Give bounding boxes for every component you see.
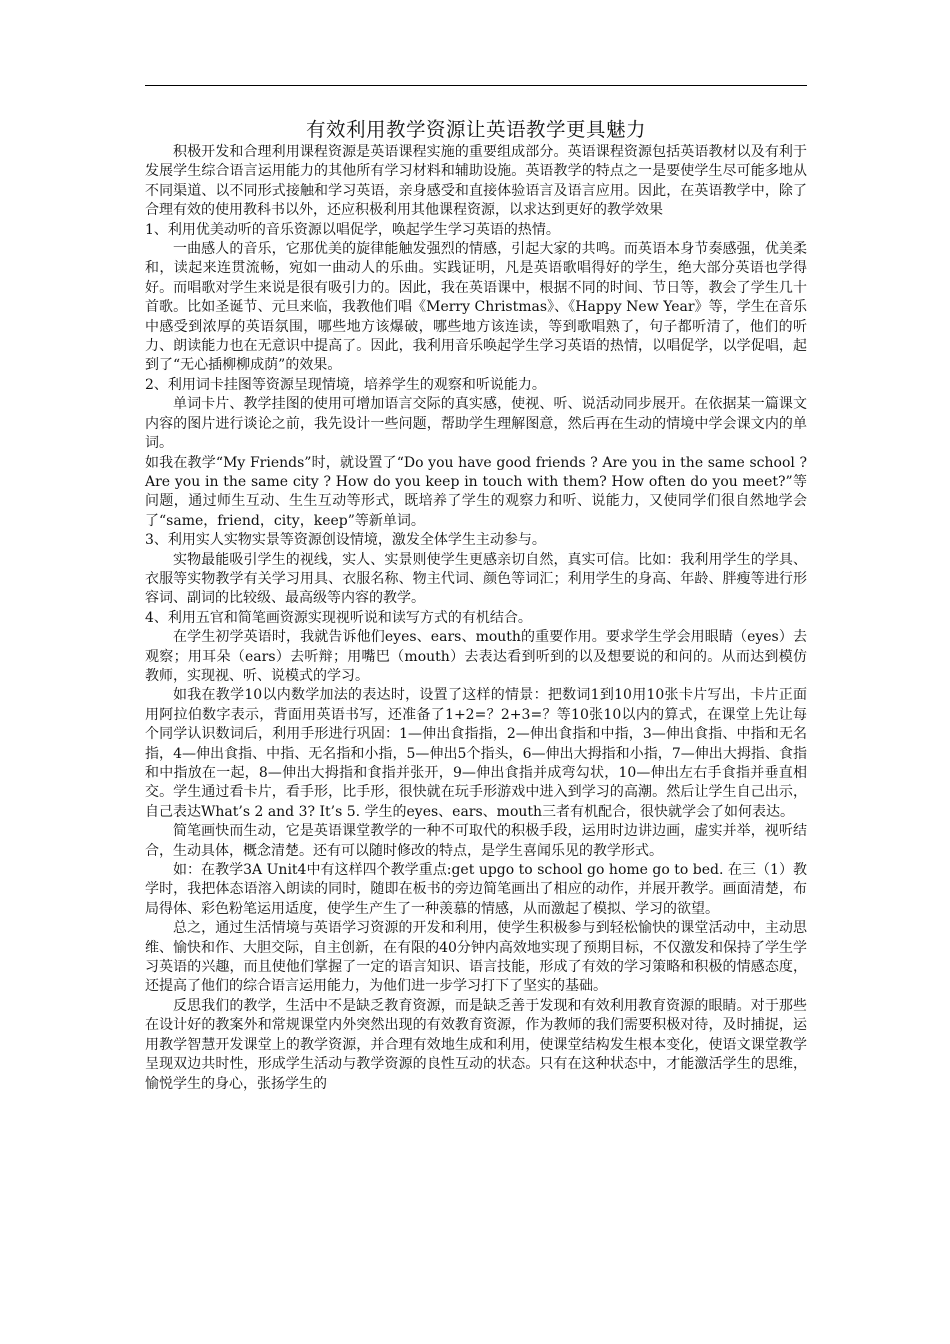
section-heading-2: 2、利用词卡挂图等资源呈现情境，培养学生的观察和听说能力。: [145, 376, 546, 393]
paragraph-senses: 在学生初学英语时，我就告诉他们eyes、ears、mouth的重要作用。要求学生学会用眼睛（eyes）去观察；用耳朵（ears）去听辩；用嘴巴（mouth）去表达看到听到的以及想要说的和问的。从而达到模仿教师，实现视、听、说模式的学习。: [145, 629, 807, 684]
section-heading-1: 1、利用优美动听的音乐资源以唱促学，唤起学生学习英语的热情。: [145, 221, 560, 238]
header-rule: [145, 85, 807, 86]
paragraph-unit4-example: 如：在教学3A Unit4中有这样四个教学重点:get upgo to school go home go to bed. 在三（1）教学时，我把体态语溶入朗读的同时，随即在板书的旁边简笔画出了相应的动作，并展开教学。画面清楚，布局得体、彩色粉笔运用适度，使学生产生了一种羡慕的情感，从而激起了模拟、学习的欲望。: [145, 862, 807, 917]
paragraph-reflection: 反思我们的教学，生活中不是缺乏教育资源，而是缺乏善于发现和有效利用教育资源的眼睛。对于那些在设计好的教案外和常规课堂内外突然出现的有效教育资源，作为教师的我们需要积极对待，及时捕捉，运用教学智慧开发课堂上的教学资源，并合理有效地生成和利用，使课堂结构发生根本变化，使语文课堂教学呈现双边共时性，形成学生活动与教学资源的良性互动的状态。只有在这种状态中，才能激活学生的思维，愉悦学生的身心，张扬学生的: [145, 997, 807, 1092]
paragraph-word-cards: 单词卡片、教学挂图的使用可增加语言交际的真实感，使视、听、说活动同步展开。在依据某一篇课文内容的图片进行谈论之前，我先设计一些问题，帮助学生理解图意，然后再在生动的情境中学会课文内的单词。: [145, 396, 807, 452]
document-body: [145, 117, 807, 1094]
section-heading-4: 4、利用五官和简笔画资源实现视听说和读写方式的有机结合。: [145, 609, 532, 626]
section-heading-3: 3、利用实人实物实景等资源创设情境，激发全体学生主动参与。: [145, 532, 546, 549]
document-title: 有效利用教学资源让英语教学更具魅力: [305, 118, 646, 141]
paragraph-real-objects: 实物最能吸引学生的视线，实人、实景则使学生更感亲切自然，真实可信。比如：我利用学生的学具、衣服等实物教学有关学习用具、衣服名称、物主代词、颜色等词汇；利用学生的身高、年龄、胖瘦等进行形容词、副词的比较级、最高级等内容的教学。: [145, 551, 807, 607]
paragraph-number-example: 如我在教学10以内数学加法的表达时，设置了这样的情景：把数词1到10用10张卡片写出，卡片正面用阿拉伯数字表示，背面用英语书写，还准备了1+2=？2+3=？等10张10以内的算式，在课堂上先让每个同学认识数词后，利用手形进行巩固：1—伸出食指指，2—伸出食指和中指，3—伸出食指、中指和无名指，4—伸出食指、中指、无名指和小指，5—伸出5个指头，6—伸出大拇指和小指，7—伸出大拇指、食指和中指放在一起，8—伸出大拇指和食指并张开，9—伸出食指并成弯勾状，10—伸出左右手食指并垂直相交。学生通过看卡片，看手形，比手形，很快就在玩手形游戏中进入到学习的高潮。然后让学生自己出示，自己表达What’s 2 and 3? It’s 5. 学生的eyes、ears、mouth三者有机配合，很快就学会了如何表达。: [145, 687, 807, 820]
paragraph-sketch: 简笔画快而生动，它是英语课堂教学的一种不可取代的积极手段，运用时边讲边画，虚实并举，视听结合，生动具体，概念清楚。还有可以随时修改的特点，是学生喜闻乐见的教学形式。: [145, 823, 807, 859]
paragraph-music: 一曲感人的音乐，它那优美的旋律能触发强烈的情感，引起大家的共鸣。而英语本身节奏感强，优美柔和，读起来连贯流畅，宛如一曲动人的乐曲。实践证明，凡是英语歌唱得好的学生，绝大部分英语也学得好。而唱歌对学生来说是很有吸引力的。因此，我在英语课中，根据不同的时间、节日等，教会了学生几十首歌。比如圣诞节、元旦来临，我教他们唱《Merry Christmas》、《Happy New Year》等，学生在音乐中感受到浓厚的英语氛围，哪些地方该爆破，哪些地方该连读，等到歌唱熟了，句子都听清了，他们的听力、朗读能力也在无意识中提高了。因此，我利用音乐唤起学生学习英语的热情，以唱促学，以学促唱，起到了“无心插柳柳成荫”的效果。: [145, 241, 807, 374]
paragraph-my-friends-example: 如我在教学“My Friends”时，就设置了“Do you have good friends ? Are you in the same school ? Are you in the same city ? How do you keep in touch with them? How often do you meet?”等问题，通过师生互动、生生互动等形式，既培养了学生的观察力和听、说能力，又使同学们很自然地学会了“same，friend，city，keep”等新单词。: [145, 454, 807, 529]
paragraph-summary: 总之，通过生活情境与英语学习资源的开发和利用，使学生积极参与到轻松愉快的课堂活动中，主动思维、愉快和作、大胆交际，自主创新，在有限的40分钟内高效地实现了预期目标，不仅激发和保持了学生学习英语的兴趣，而且使他们掌握了一定的语言知识、语言技能，形成了有效的学习策略和积极的情感态度，还提高了他们的综合语言运用能力，为他们进一步学习打下了坚实的基础。: [145, 920, 807, 995]
paragraph-intro: 积极开发和合理利用课程资源是英语课程实施的重要组成部分。英语课程资源包括英语教材以及有利于发展学生综合语言运用能力的其他所有学习材料和辅助设施。英语教学的特点之一是要使学生尽可能多地从不同渠道、以不同形式接触和学习英语，亲身感受和直接体验语言及语言应用。因此，在英语教学中，除了合理有效的使用教科书以外，还应积极利用其他课程资源，以求达到更好的教学效果: [145, 144, 807, 219]
